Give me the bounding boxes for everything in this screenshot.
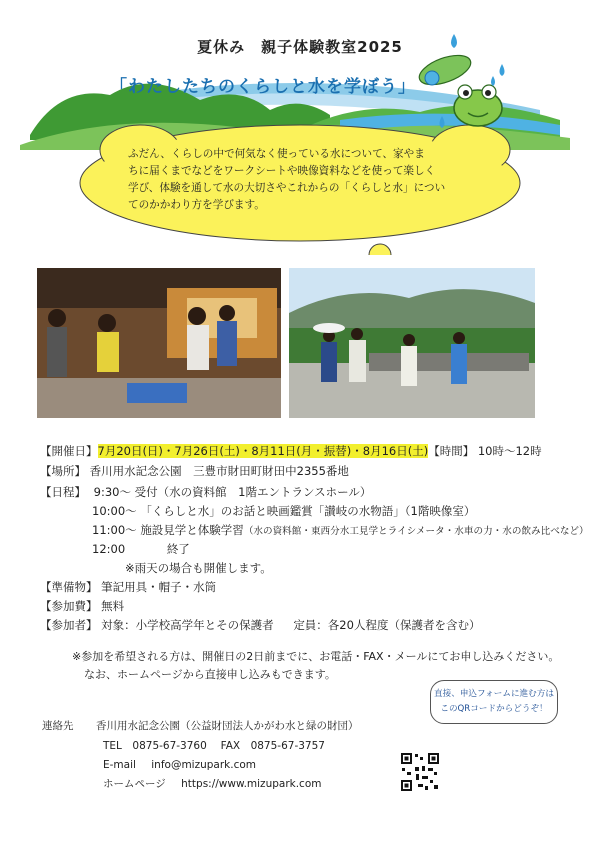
schedule-text: 終了	[166, 542, 190, 556]
event-title: 「わたしたちのくらしと水を学ぼう」	[110, 77, 416, 97]
contact-email	[103, 757, 256, 773]
museum-photo	[37, 268, 281, 418]
schedule-time: 10:00～	[92, 504, 137, 518]
intro-line: ちに届くまでなどをワークシートや映像資料などを使って楽しく	[128, 165, 436, 177]
capacity-value: 定員：各20人程度（保護者を含む）	[293, 618, 481, 632]
contact-tel: TEL 0875-67-3760 FAX 0875-67-3757	[103, 740, 325, 752]
contact-web	[103, 776, 322, 792]
items-row	[40, 579, 216, 595]
schedule-row-3	[92, 522, 589, 540]
contact-org: 香川用水記念公園（公益財団法人かがわ水と緑の財団）	[96, 720, 359, 732]
items-label: 【準備物】	[40, 580, 98, 594]
fee-label: 【参加費】	[40, 599, 98, 613]
place-row	[40, 463, 349, 479]
fee-row	[40, 598, 124, 614]
schedule-row-1	[40, 484, 371, 500]
schedule-time: 11:00～	[92, 523, 137, 537]
web-link[interactable]: https://www.mizupark.com	[181, 778, 322, 790]
date-row	[40, 443, 542, 459]
schedule-text: 受付（水の資料館 1階エントランスホール）	[134, 485, 372, 499]
apply-note-1: ※参加を希望される方は、開催日の2日前までに、お電話・FAX・メールにてお申し込みください。	[72, 650, 560, 663]
time-value: 10時～12時	[477, 444, 542, 458]
callout-line: 直接、申込フォームに進む方は	[434, 689, 554, 699]
callout-line: このQRコードからどうぞ！	[440, 704, 548, 714]
schedule-row-2	[92, 503, 475, 519]
items-value: 筆記用具・帽子・水筒	[101, 580, 217, 594]
schedule-text: 「くらしと水」のお話と映画鑑賞「讃岐の水物語」（1階映像室）	[140, 504, 476, 518]
place-value: 香川用水記念公園 三豊市財田町財田中2355番地	[89, 464, 349, 478]
schedule-note: （水の資料館・東西分水工見学とライシメータ・水車の力・水の飲み比べなど）	[243, 526, 589, 537]
event-subtitle: 夏休み 親子体験教室2025	[197, 38, 403, 56]
place-label: 【場所】	[40, 464, 86, 478]
date-value: 7月20日(日)・7月26日(土)・8月11日(月・振替)・8月16日(土)	[97, 444, 429, 458]
intro-line: ふだん、くらしの中で何気なく使っている水について、家やま	[128, 148, 425, 160]
qr-callout	[430, 680, 558, 724]
schedule-time: 12:00	[92, 542, 126, 556]
fee-value: 無料	[101, 599, 125, 613]
email-link[interactable]: info@mizupark.com	[151, 759, 257, 771]
qr-code-icon[interactable]	[400, 752, 440, 792]
intro-line: てのかかわり方を学びます。	[128, 199, 265, 211]
target-label: 【参加者】	[40, 618, 98, 632]
contact-label: 連絡先	[42, 720, 74, 732]
waterworks-photo	[289, 268, 535, 418]
intro-text	[128, 146, 448, 214]
rain-note: ※雨天の場合も開催します。	[125, 561, 272, 575]
apply-note-2: なお、ホームページから直接申し込みもできます。	[84, 668, 336, 681]
date-label: 【開催日】	[40, 444, 98, 458]
email-label: E-mail	[103, 759, 136, 771]
time-label: 【時間】	[428, 444, 475, 458]
schedule-text: 施設見学と体験学習	[140, 523, 244, 537]
schedule-time: 9:30～	[93, 485, 131, 499]
target-row	[40, 617, 480, 633]
schedule-row-4	[92, 541, 190, 557]
target-value: 対象：小学校高学年とその保護者	[101, 618, 274, 632]
intro-line: 学び、体験を通して水の大切さやこれからの「くらしと水」につい	[128, 182, 446, 194]
web-label: ホームページ	[103, 778, 166, 790]
schedule-label: 【日程】	[40, 485, 86, 499]
